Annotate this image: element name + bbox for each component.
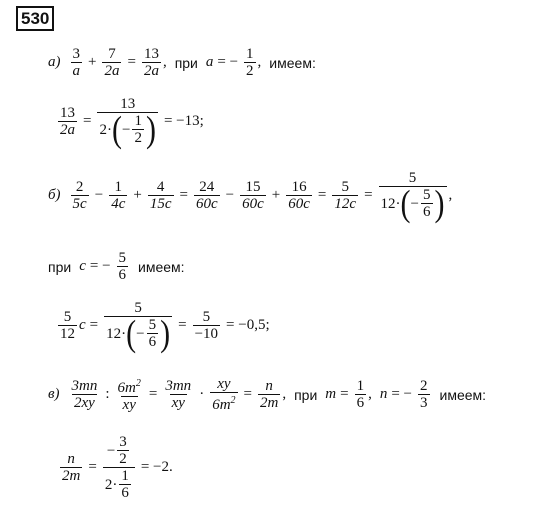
part-a-line1	[48, 46, 324, 79]
fraction	[194, 179, 220, 212]
fraction	[210, 376, 237, 413]
fraction	[97, 96, 157, 150]
numerator: 16	[291, 178, 307, 195]
denominator: 6	[121, 485, 129, 501]
equals-sign: =	[89, 316, 99, 333]
equals-sign: =	[178, 316, 187, 333]
base: 6m	[212, 397, 231, 413]
numerator: 5	[202, 308, 211, 325]
denominator: 12c	[334, 195, 357, 212]
fraction	[102, 46, 121, 79]
numerator: 24	[199, 178, 215, 195]
numerator: 1	[121, 468, 129, 484]
numerator: n	[67, 451, 75, 467]
result: = −0,5;	[226, 316, 270, 333]
denominator: 2	[134, 130, 142, 146]
denominator: 3	[420, 395, 428, 411]
denominator: a	[72, 63, 80, 79]
fraction	[355, 378, 367, 411]
denominator: 6	[148, 334, 157, 350]
numerator: 1	[114, 178, 123, 195]
numerator: 7	[108, 46, 116, 62]
coefficient: 2	[99, 121, 107, 138]
numerator: 13	[120, 96, 136, 112]
denominator: 6	[423, 204, 431, 220]
numerator: n	[265, 378, 273, 394]
fraction	[132, 113, 144, 146]
fraction	[71, 46, 83, 79]
comma: ,	[282, 386, 287, 402]
denominator: 2m	[62, 468, 81, 484]
minus-sign: −	[121, 121, 131, 138]
fraction	[70, 378, 100, 411]
left-paren: (	[126, 312, 137, 354]
part-b-line3	[56, 300, 274, 354]
part-a-label: а)	[48, 54, 61, 70]
fraction	[58, 105, 77, 138]
variable-a: a	[205, 54, 214, 70]
minus-sign: −	[94, 186, 104, 203]
numerator: 5	[118, 250, 127, 266]
equals-sign: =	[148, 386, 158, 402]
denominator	[103, 467, 135, 501]
left-paren: (	[400, 182, 411, 224]
numerator: 3	[119, 434, 127, 450]
fraction	[193, 309, 220, 342]
fraction	[240, 179, 266, 212]
fraction	[148, 179, 174, 212]
equals-minus: = −	[89, 258, 111, 274]
numerator: 1	[246, 46, 254, 62]
part-v-line1	[48, 376, 494, 413]
numerator: 5	[408, 170, 417, 186]
plus-sign: +	[88, 54, 97, 70]
denominator: 15c	[149, 195, 172, 212]
numerator: 13	[143, 46, 159, 62]
denominator	[210, 392, 237, 413]
numerator: 4	[156, 178, 165, 195]
denominator: 5c	[72, 195, 87, 212]
numerator: 15	[245, 178, 261, 195]
denominator: 60c	[195, 195, 218, 212]
equals-sign: =	[340, 386, 349, 402]
equals-sign: =	[243, 386, 252, 402]
equals-sign: =	[179, 186, 188, 203]
problem-number-badge: 530	[16, 6, 54, 31]
numerator: 5	[134, 300, 142, 316]
denominator: xy	[171, 395, 185, 411]
numerator: 3	[72, 46, 80, 62]
dot-operator: ·	[199, 386, 205, 402]
comma: ,	[368, 386, 372, 402]
base: 6m	[117, 380, 136, 396]
denominator: 2m	[260, 395, 279, 411]
equals-minus: = −	[217, 54, 239, 70]
fraction	[142, 46, 161, 79]
numerator: 5	[148, 317, 157, 333]
equals-minus: = −	[391, 386, 413, 402]
right-paren: )	[145, 108, 156, 150]
fraction	[116, 376, 143, 413]
numerator: 2	[420, 378, 428, 394]
minus-sign: −	[106, 442, 116, 459]
word-pri: при	[294, 386, 318, 403]
denominator: 2a	[104, 63, 120, 79]
numerator: 5	[341, 178, 349, 195]
fraction	[117, 250, 129, 283]
fraction	[71, 179, 89, 212]
equals-sign: =	[83, 112, 92, 129]
plus-sign: +	[271, 186, 281, 203]
dot-operator: ·	[121, 325, 127, 342]
denominator: xy	[122, 397, 136, 413]
fraction	[147, 317, 159, 350]
denominator: 2a	[60, 121, 75, 138]
minus-sign: −	[225, 186, 235, 203]
numerator: 13	[60, 104, 75, 121]
fraction	[244, 46, 256, 79]
exponent: 2	[135, 378, 141, 389]
fraction	[332, 179, 358, 212]
variable-n: n	[379, 386, 388, 402]
minus-sign: −	[410, 195, 419, 212]
part-b-line1	[48, 170, 453, 224]
word-imeem: имеем:	[269, 54, 316, 71]
fraction	[117, 434, 129, 467]
right-paren: )	[434, 182, 445, 224]
comma: ,	[257, 54, 262, 70]
left-paren: (	[111, 108, 122, 150]
numerator	[105, 434, 133, 467]
denominator: 2xy	[74, 395, 95, 411]
comma: ,	[448, 186, 453, 203]
numerator: 2	[75, 178, 84, 195]
equals-sign: =	[364, 186, 373, 203]
coefficient: 12	[380, 195, 396, 212]
equals-sign: =	[127, 54, 136, 70]
part-b-line2	[48, 250, 193, 283]
denominator: 6	[356, 395, 365, 411]
denominator: 2	[119, 451, 127, 467]
numerator: 5	[423, 187, 431, 203]
fraction	[109, 179, 127, 212]
equals-sign: =	[88, 459, 97, 475]
fraction	[421, 187, 433, 220]
result: = −2.	[140, 459, 173, 475]
fraction	[119, 468, 131, 501]
denominator: 4c	[111, 195, 126, 212]
part-v-line2	[58, 434, 177, 501]
part-v-label: в)	[48, 386, 60, 402]
fraction	[60, 451, 82, 484]
denominator: 2	[246, 63, 254, 79]
numerator: xy	[217, 376, 231, 392]
denominator	[104, 312, 172, 354]
word-pri: при	[174, 54, 198, 71]
denominator: 60c	[242, 195, 264, 212]
numerator: 3mn	[71, 378, 98, 394]
comma: ,	[162, 54, 167, 70]
variable-m: m	[325, 386, 337, 402]
part-a-line2	[56, 96, 208, 150]
division-colon: :	[105, 386, 110, 402]
dot-operator: ·	[106, 121, 112, 138]
fraction	[286, 179, 312, 212]
denominator: 2a	[143, 63, 159, 79]
word-imeem: имеем:	[439, 386, 487, 403]
minus-sign: −	[136, 325, 145, 342]
denominator: 6	[118, 267, 127, 283]
exponent: 2	[230, 395, 236, 406]
fraction	[418, 378, 430, 411]
denominator: 12	[60, 325, 75, 342]
coefficient: 2	[104, 476, 113, 493]
plus-sign: +	[133, 186, 142, 203]
numerator	[116, 376, 143, 396]
variable-c: c	[79, 316, 86, 333]
dot-operator: ·	[395, 195, 401, 212]
denominator	[379, 182, 447, 224]
dot-operator: ·	[112, 476, 118, 493]
numerator: 5	[63, 308, 72, 325]
fraction	[163, 378, 193, 411]
variable-c: c	[79, 258, 86, 274]
fraction	[258, 378, 280, 411]
denominator	[97, 108, 157, 150]
numerator: 3mn	[165, 378, 192, 394]
compound-fraction	[103, 434, 135, 501]
numerator: 1	[356, 378, 365, 394]
numerator: 1	[134, 113, 142, 129]
denominator: 60c	[288, 195, 310, 212]
word-pri: при	[48, 258, 72, 275]
denominator: −10	[194, 325, 219, 342]
equals-sign: =	[317, 186, 327, 203]
coefficient: 12	[106, 325, 122, 342]
fraction	[58, 309, 77, 342]
right-paren: )	[160, 312, 171, 354]
part-b-label: б)	[48, 186, 61, 203]
word-imeem: имеем:	[138, 258, 185, 275]
fraction	[379, 170, 447, 224]
result: = −13;	[163, 112, 204, 129]
fraction	[104, 300, 172, 354]
